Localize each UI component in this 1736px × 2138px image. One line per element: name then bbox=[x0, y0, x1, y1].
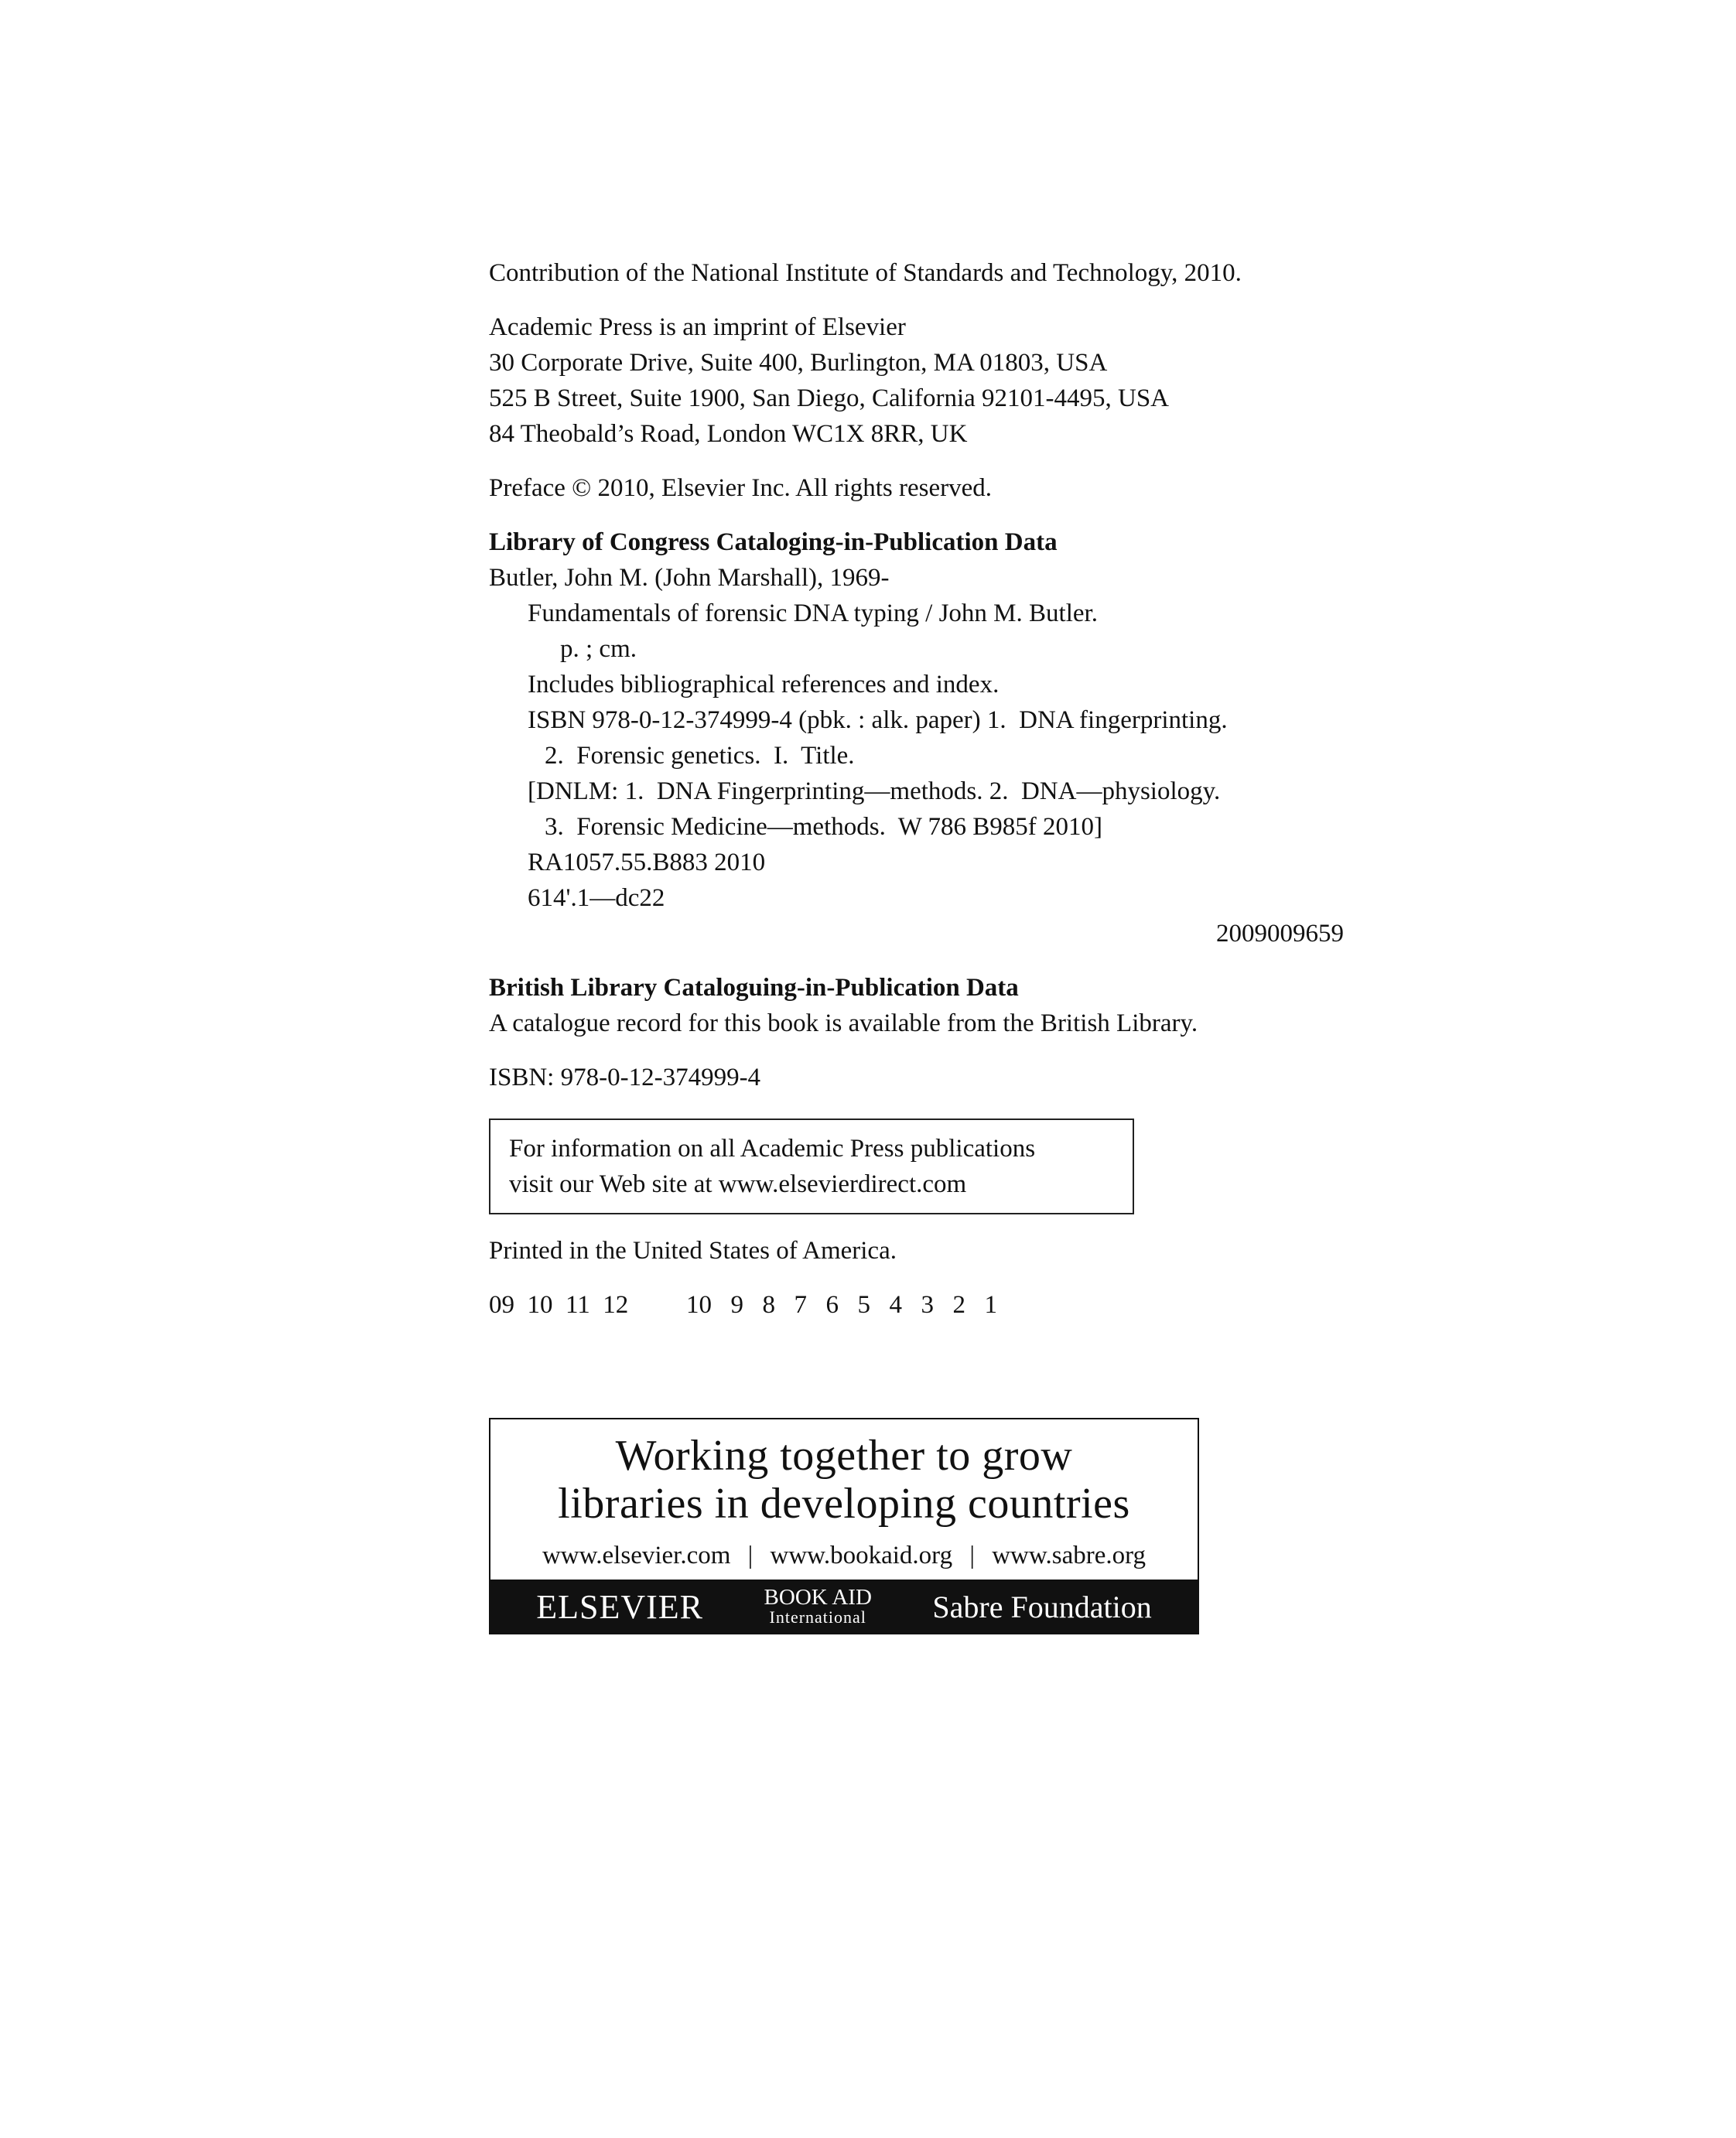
info-box-line-2: visit our Web site at www.elsevierdirect.com bbox=[509, 1170, 967, 1198]
url-separator: | bbox=[969, 1542, 975, 1569]
loc-class-2: 614'.1—dc22 bbox=[528, 884, 665, 912]
sabre-foundation-logo: Sabre Foundation bbox=[932, 1590, 1152, 1624]
bl-heading: British Library Cataloguing-in-Publication Data bbox=[489, 974, 1019, 1002]
printing-years: 09 10 11 12 bbox=[489, 1291, 629, 1319]
loc-isbn-line-2: 2. Forensic genetics. I. Title. bbox=[545, 742, 855, 770]
loc-physical: p. ; cm. bbox=[560, 635, 637, 663]
banner-urls bbox=[490, 1542, 1198, 1570]
bookaid-logo bbox=[764, 1584, 872, 1627]
copyright-page bbox=[489, 255, 1386, 1323]
loc-dnlm-line-1: [DNLM: 1. DNA Fingerprinting—methods. 2. DNA—physiology. bbox=[528, 777, 1221, 805]
isbn: ISBN: 978-0-12-374999-4 bbox=[489, 1064, 761, 1091]
library-banner bbox=[489, 1418, 1199, 1634]
slogan-line-2: libraries in developing countries bbox=[558, 1480, 1130, 1528]
printing-impression: 10 9 8 7 6 5 4 3 2 1 bbox=[686, 1291, 997, 1319]
url-bookaid: www.bookaid.org bbox=[770, 1542, 953, 1569]
loc-dnlm-line-2: 3. Forensic Medicine—methods. W 786 B985f 2010] bbox=[545, 813, 1103, 841]
banner-slogan bbox=[490, 1419, 1198, 1528]
imprint-statement: Academic Press is an imprint of Elsevier bbox=[489, 313, 906, 341]
info-box-line-1: For information on all Academic Press publications bbox=[509, 1135, 1036, 1163]
loc-class-1: RA1057.55.B883 2010 bbox=[528, 849, 766, 876]
address-burlington: 30 Corporate Drive, Suite 400, Burlington, MA 01803, USA bbox=[489, 349, 1108, 377]
banner-logos bbox=[490, 1580, 1198, 1634]
address-london: 84 Theobald’s Road, London WC1X 8RR, UK bbox=[489, 420, 968, 448]
printed-in: Printed in the United States of America. bbox=[489, 1237, 897, 1265]
url-separator: | bbox=[747, 1542, 754, 1569]
loc-title: Fundamentals of forensic DNA typing / John M. Butler. bbox=[528, 599, 1098, 627]
loc-author: Butler, John M. (John Marshall), 1969- bbox=[489, 564, 890, 592]
loc-isbn-line-1: ISBN 978-0-12-374999-4 (pbk. : alk. paper) 1. DNA fingerprinting. bbox=[528, 706, 1228, 734]
loc-notes: Includes bibliographical references and index. bbox=[528, 671, 1000, 698]
loc-control-number: 2009009659 bbox=[1216, 920, 1344, 948]
address-san-diego: 525 B Street, Suite 1900, San Diego, California 92101-4495, USA bbox=[489, 384, 1170, 412]
copyright-notice: Preface © 2010, Elsevier Inc. All rights reserved. bbox=[489, 474, 993, 502]
url-elsevier: www.elsevier.com bbox=[542, 1542, 731, 1569]
printing-numbers bbox=[489, 1287, 1386, 1323]
bookaid-logo-line-2: International bbox=[769, 1607, 866, 1627]
elsevier-logo: ELSEVIER bbox=[536, 1588, 704, 1626]
contribution-note: Contribution of the National Institute of Standards and Technology, 2010. bbox=[489, 259, 1242, 287]
loc-heading: Library of Congress Cataloging-in-Publication Data bbox=[489, 528, 1058, 556]
slogan-line-1: Working together to grow bbox=[615, 1432, 1073, 1480]
url-sabre: www.sabre.org bbox=[992, 1542, 1147, 1569]
info-box bbox=[489, 1119, 1134, 1214]
bookaid-logo-line-1: BOOK AID bbox=[764, 1584, 872, 1610]
banner-top bbox=[490, 1419, 1198, 1580]
bl-text: A catalogue record for this book is available from the British Library. bbox=[489, 1009, 1198, 1037]
